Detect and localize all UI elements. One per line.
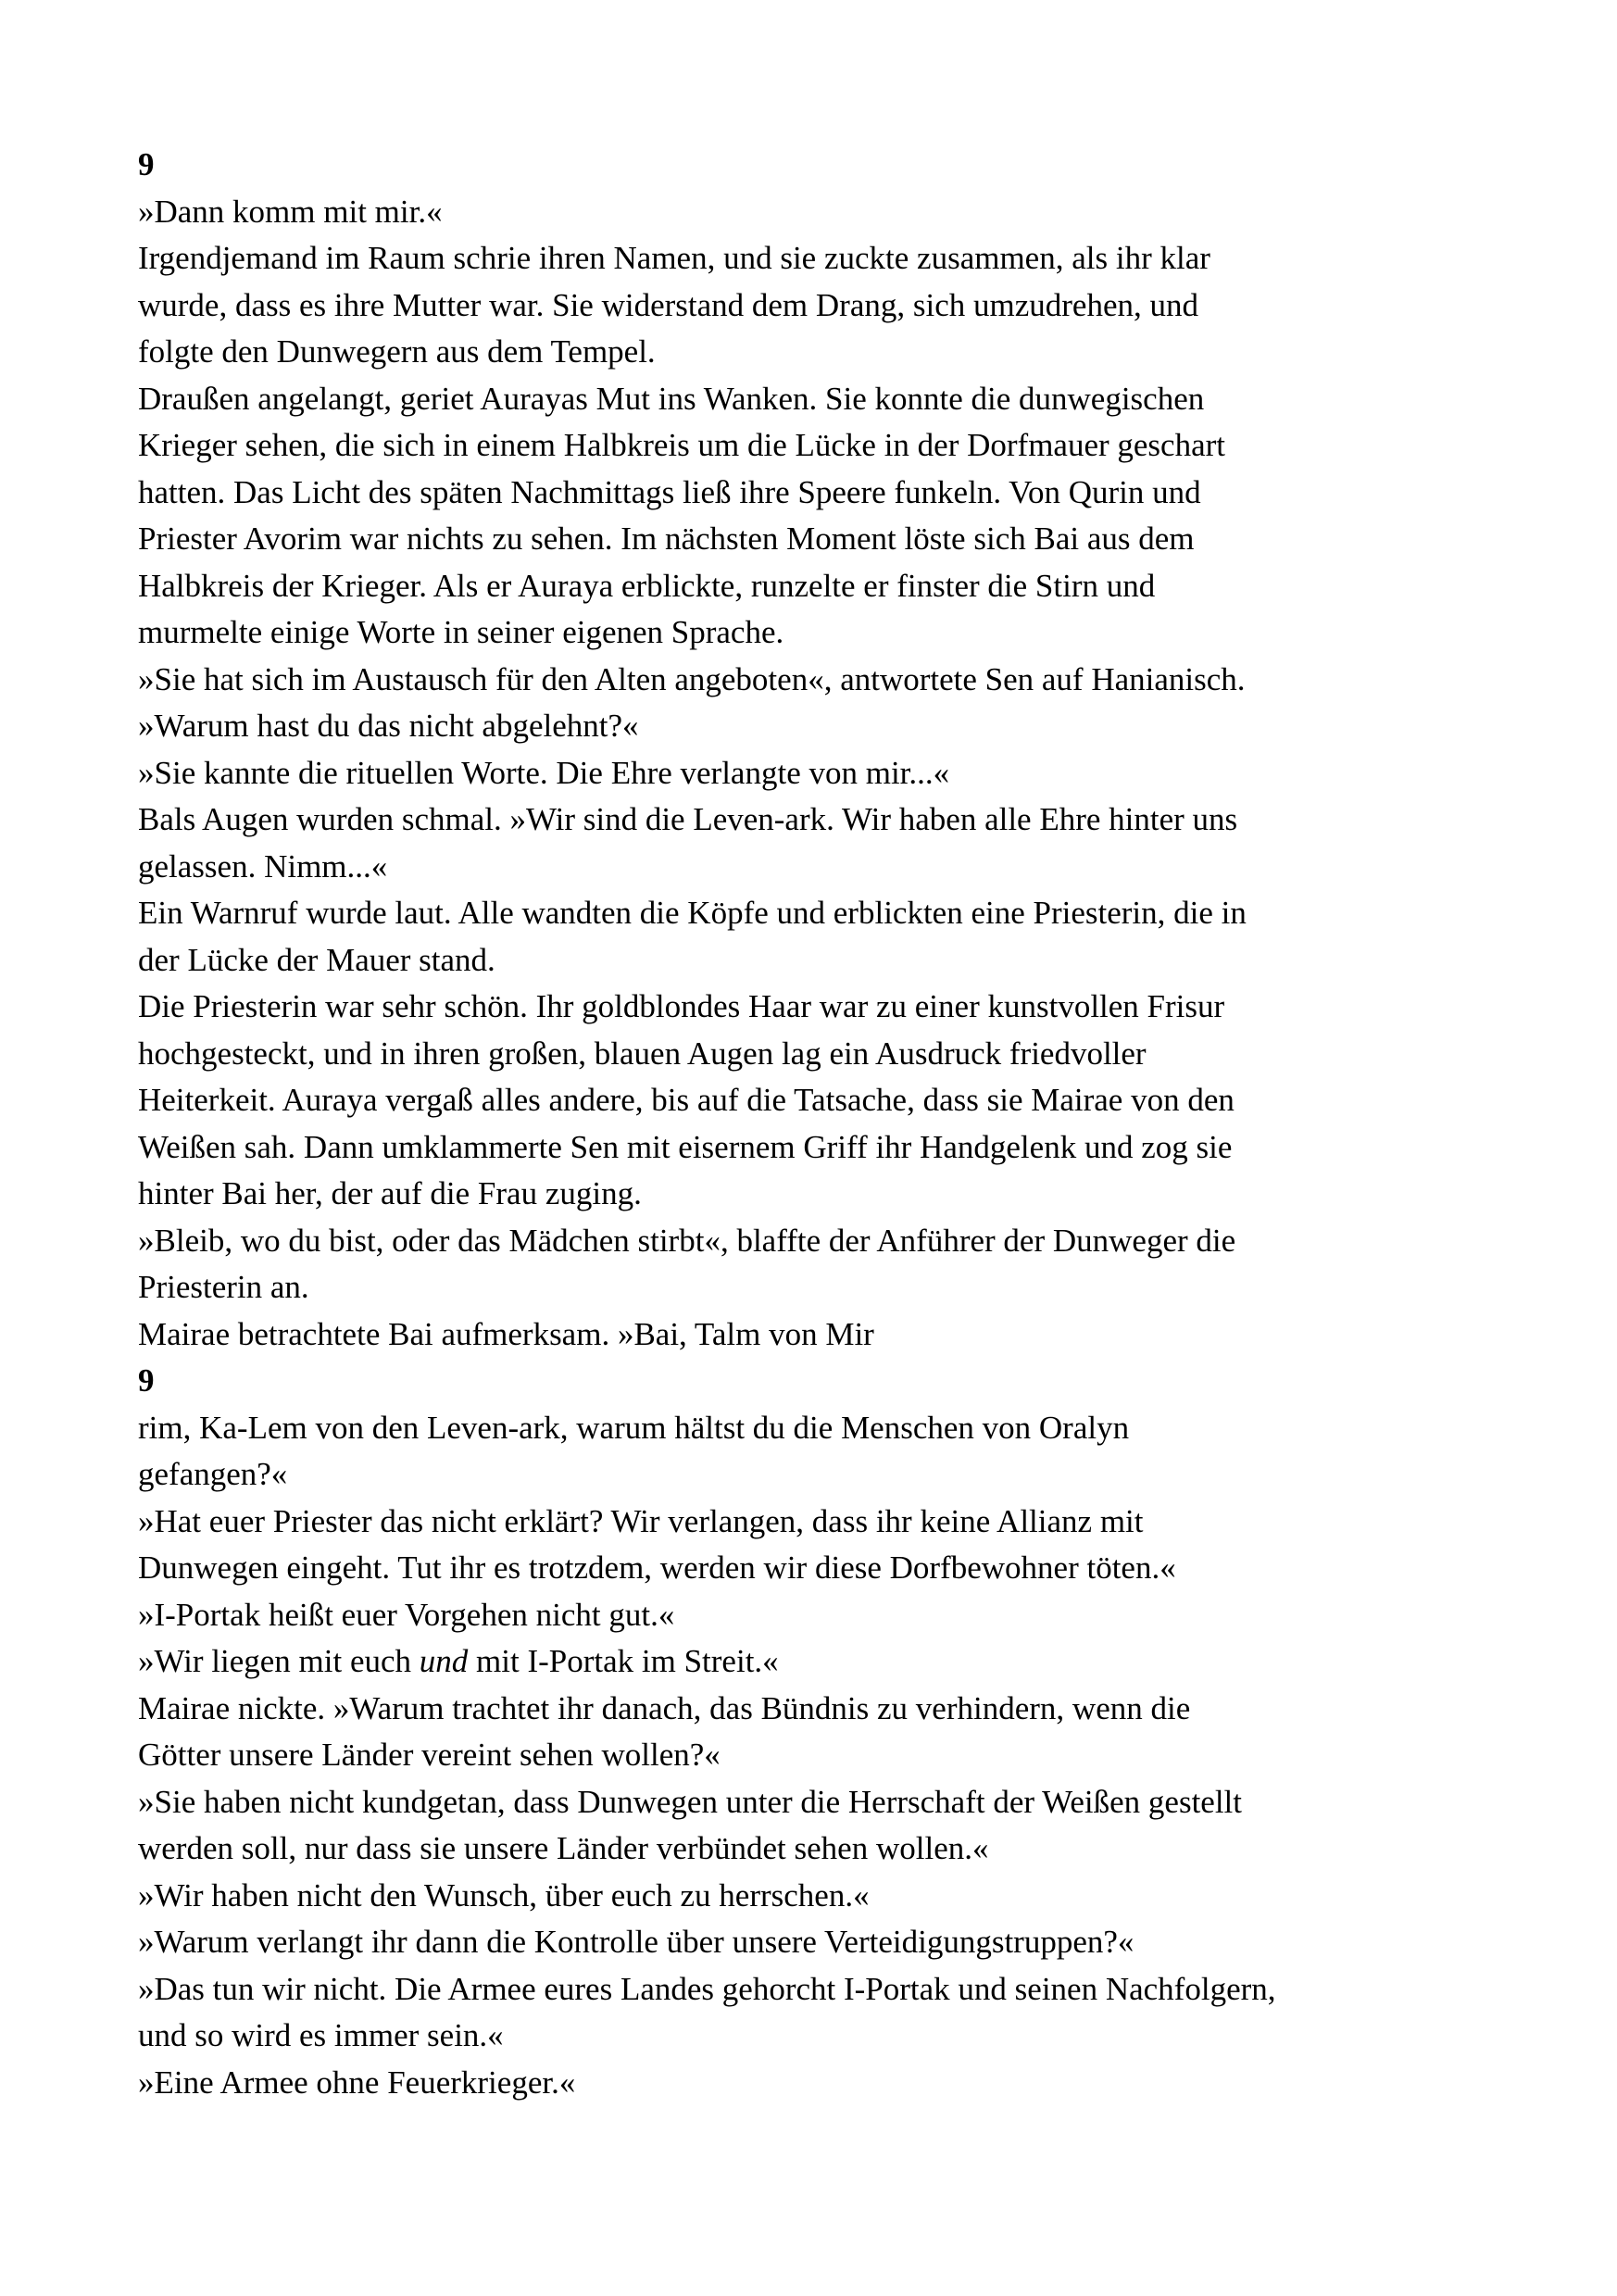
text-line: wurde, dass es ihre Mutter war. Sie widerstand dem Drang, sich umzudrehen, und xyxy=(138,286,1198,323)
text-line: Priester Avorim war nichts zu sehen. Im nächsten Moment löste sich Bai aus dem xyxy=(138,521,1195,557)
text-line: werden soll, nur dass sie unsere Länder verbündet sehen wollen.« xyxy=(138,1830,989,1866)
text-line: »Warum hast du das nicht abgelehnt?« xyxy=(138,708,639,744)
text-line: Priesterin an. xyxy=(138,1269,309,1305)
text-line: »Das tun wir nicht. Die Armee eures Landes gehorcht I-Portak und seinen Nachfolgern, xyxy=(138,1970,1276,2007)
text-line: folgte den Dunwegern aus dem Tempel. xyxy=(138,333,656,370)
text-line: »Sie hat sich im Austausch für den Alten angeboten«, antwortete Sen auf Hanianisch. xyxy=(138,660,1246,697)
text-line: Bals Augen wurden schmal. »Wir sind die Leven-ark. Wir haben alle Ehre hinter uns xyxy=(138,801,1238,837)
text-line: rim, Ka-Lem von den Leven-ark, warum hältst du die Menschen von Oralyn xyxy=(138,1409,1130,1446)
italic-emphasis: und xyxy=(419,1643,469,1679)
text-line: Mairae nickte. »Warum trachtet ihr danach, das Bündnis zu verhindern, wenn die xyxy=(138,1689,1191,1726)
text-line: »Bleib, wo du bist, oder das Mädchen stirbt«, blaffte der Anführer der Dunweger die xyxy=(138,1222,1236,1259)
text-line: »Eine Armee ohne Feuerkrieger.« xyxy=(138,2064,576,2101)
page-number: 9 xyxy=(138,1362,155,1399)
text-line: Dunwegen eingeht. Tut ihr es trotzdem, werden wir diese Dorfbewohner töten.« xyxy=(138,1549,1176,1586)
text-segment: mit I-Portak im Streit.« xyxy=(468,1643,779,1679)
text-line: gelassen. Nimm...« xyxy=(138,847,388,885)
text-line: Draußen angelangt, geriet Aurayas Mut ins Wanken. Sie konnte die dunwegischen xyxy=(138,380,1205,417)
text-line: »Sie haben nicht kundgetan, dass Dunwegen unter die Herrschaft der Weißen gestellt xyxy=(138,1783,1242,1820)
text-line: Halbkreis der Krieger. Als er Auraya erblickte, runzelte er finster die Stirn und xyxy=(138,567,1156,604)
text-line: Die Priesterin war sehr schön. Ihr goldblondes Haar war zu einer kunstvollen Frisur xyxy=(138,988,1225,1024)
text-line: »Dann komm mit mir.« xyxy=(138,193,443,230)
text-line: murmelte einige Worte in seiner eigenen Sprache. xyxy=(138,614,784,650)
text-line: »Wir haben nicht den Wunsch, über euch zu herrschen.« xyxy=(138,1876,870,1913)
text-segment: »Wir liegen mit euch xyxy=(138,1643,420,1679)
text-line xyxy=(138,1638,1573,1686)
text-line: »Hat euer Priester das nicht erklärt? Wir verlangen, dass ihr keine Allianz mit xyxy=(138,1502,1144,1539)
text-line: Ein Warnruf wurde laut. Alle wandten die Köpfe und erblickten eine Priesterin, die in xyxy=(138,895,1247,931)
text-line: Krieger sehen, die sich in einem Halbkreis um die Lücke in der Dorfmauer geschart xyxy=(138,427,1226,463)
text-line: »Warum verlangt ihr dann die Kontrolle über unsere Verteidigungstruppen?« xyxy=(138,1924,1134,1960)
text-line: Heiterkeit. Auraya vergaß alles andere, bis auf die Tatsache, dass sie Mairae von den xyxy=(138,1082,1235,1118)
text-line: »I-Portak heißt euer Vorgehen nicht gut.« xyxy=(138,1596,675,1633)
text-line: hochgesteckt, und in ihren großen, blauen Augen lag ein Ausdruck friedvoller xyxy=(138,1035,1147,1072)
document-page xyxy=(138,142,1573,2106)
text-line: und so wird es immer sein.« xyxy=(138,2017,504,2053)
text-line: gefangen?« xyxy=(138,1456,288,1492)
text-line: hatten. Das Licht des späten Nachmittags ließ ihre Speere funkeln. Von Qurin und xyxy=(138,473,1201,510)
text-line: Götter unsere Länder vereint sehen wollen?« xyxy=(138,1737,721,1773)
page-number: 9 xyxy=(138,146,155,182)
text-line: hinter Bai her, der auf die Frau zuging. xyxy=(138,1175,642,1211)
text-line: Irgendjemand im Raum schrie ihren Namen, und sie zuckte zusammen, als ihr klar xyxy=(138,240,1210,276)
text-line: Weißen sah. Dann umklammerte Sen mit eisernem Griff ihr Handgelenk und zog sie xyxy=(138,1128,1233,1165)
text-line: Mairae betrachtete Bai aufmerksam. »Bai, Talm von Mir xyxy=(138,1315,874,1352)
text-line: der Lücke der Mauer stand. xyxy=(138,941,495,978)
text-line: »Sie kannte die rituellen Worte. Die Ehre verlangte von mir...« xyxy=(138,754,950,791)
